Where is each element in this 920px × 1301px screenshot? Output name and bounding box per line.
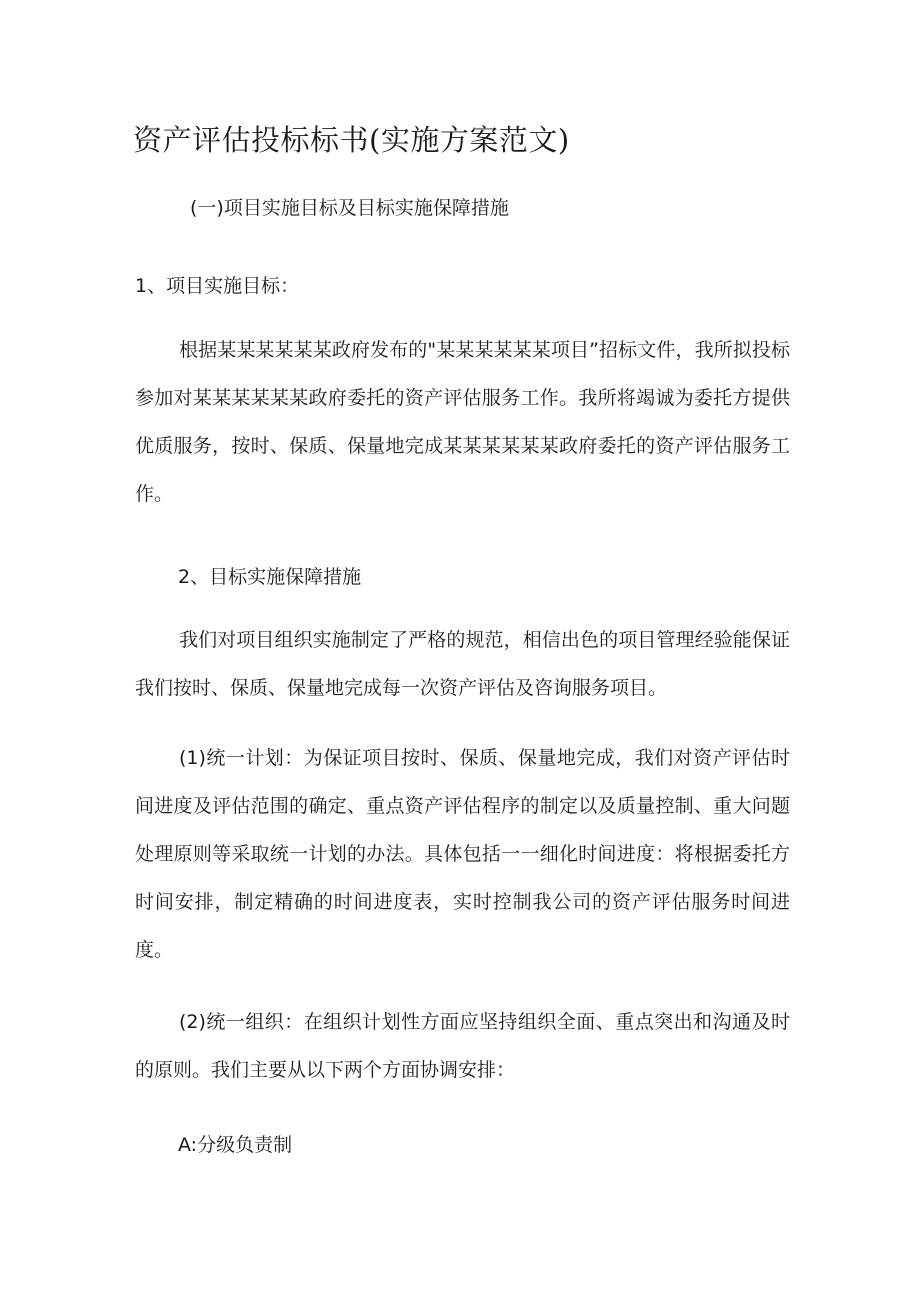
paragraph-1: 根据某某某某某某政府发布的"某某某某某某项目”招标文件，我所拟投标参加对某某某某某某政府委托的资产评估服务工作。我所将竭诚为委托方提供优质服务，按时、保质、保量地完成某某某某某某政府委托的资产评估服务工作。 [135,339,790,505]
paragraph-3: (1)统一计划：为保证项目按时、保质、保量地完成，我们对资产评估时间进度及评估范围的确定、重点资产评估程序的制定以及质量控制、重大问题处理原则等采取统一计划的办法。具体包括一一细化时间进度：将根据委托方时间安排，制定精确的时间进度表，实时控制我公司的资产评估服务时间进度。 [135,747,790,961]
section-heading: (一)项目实施目标及目标实施保障措施 [190,197,509,219]
item-1-heading: 1、项目实施目标： [135,275,300,297]
sub-heading-a: A:分级负责制 [178,1134,293,1156]
paragraph-4: (2)统一组织：在组织计划性方面应坚持组织全面、重点突出和沟通及时的原则。我们主要从以下两个方面协调安排： [135,1011,790,1081]
paragraph-2: 我们对项目组织实施制定了严格的规范，相信出色的项目管理经验能保证我们按时、保质、保量地完成每一次资产评估及咨询服务项目。 [135,629,790,699]
item-2-heading: 2、目标实施保障措施 [178,566,362,588]
document-title: 资产评估投标标书(实施方案范文) [133,123,570,157]
